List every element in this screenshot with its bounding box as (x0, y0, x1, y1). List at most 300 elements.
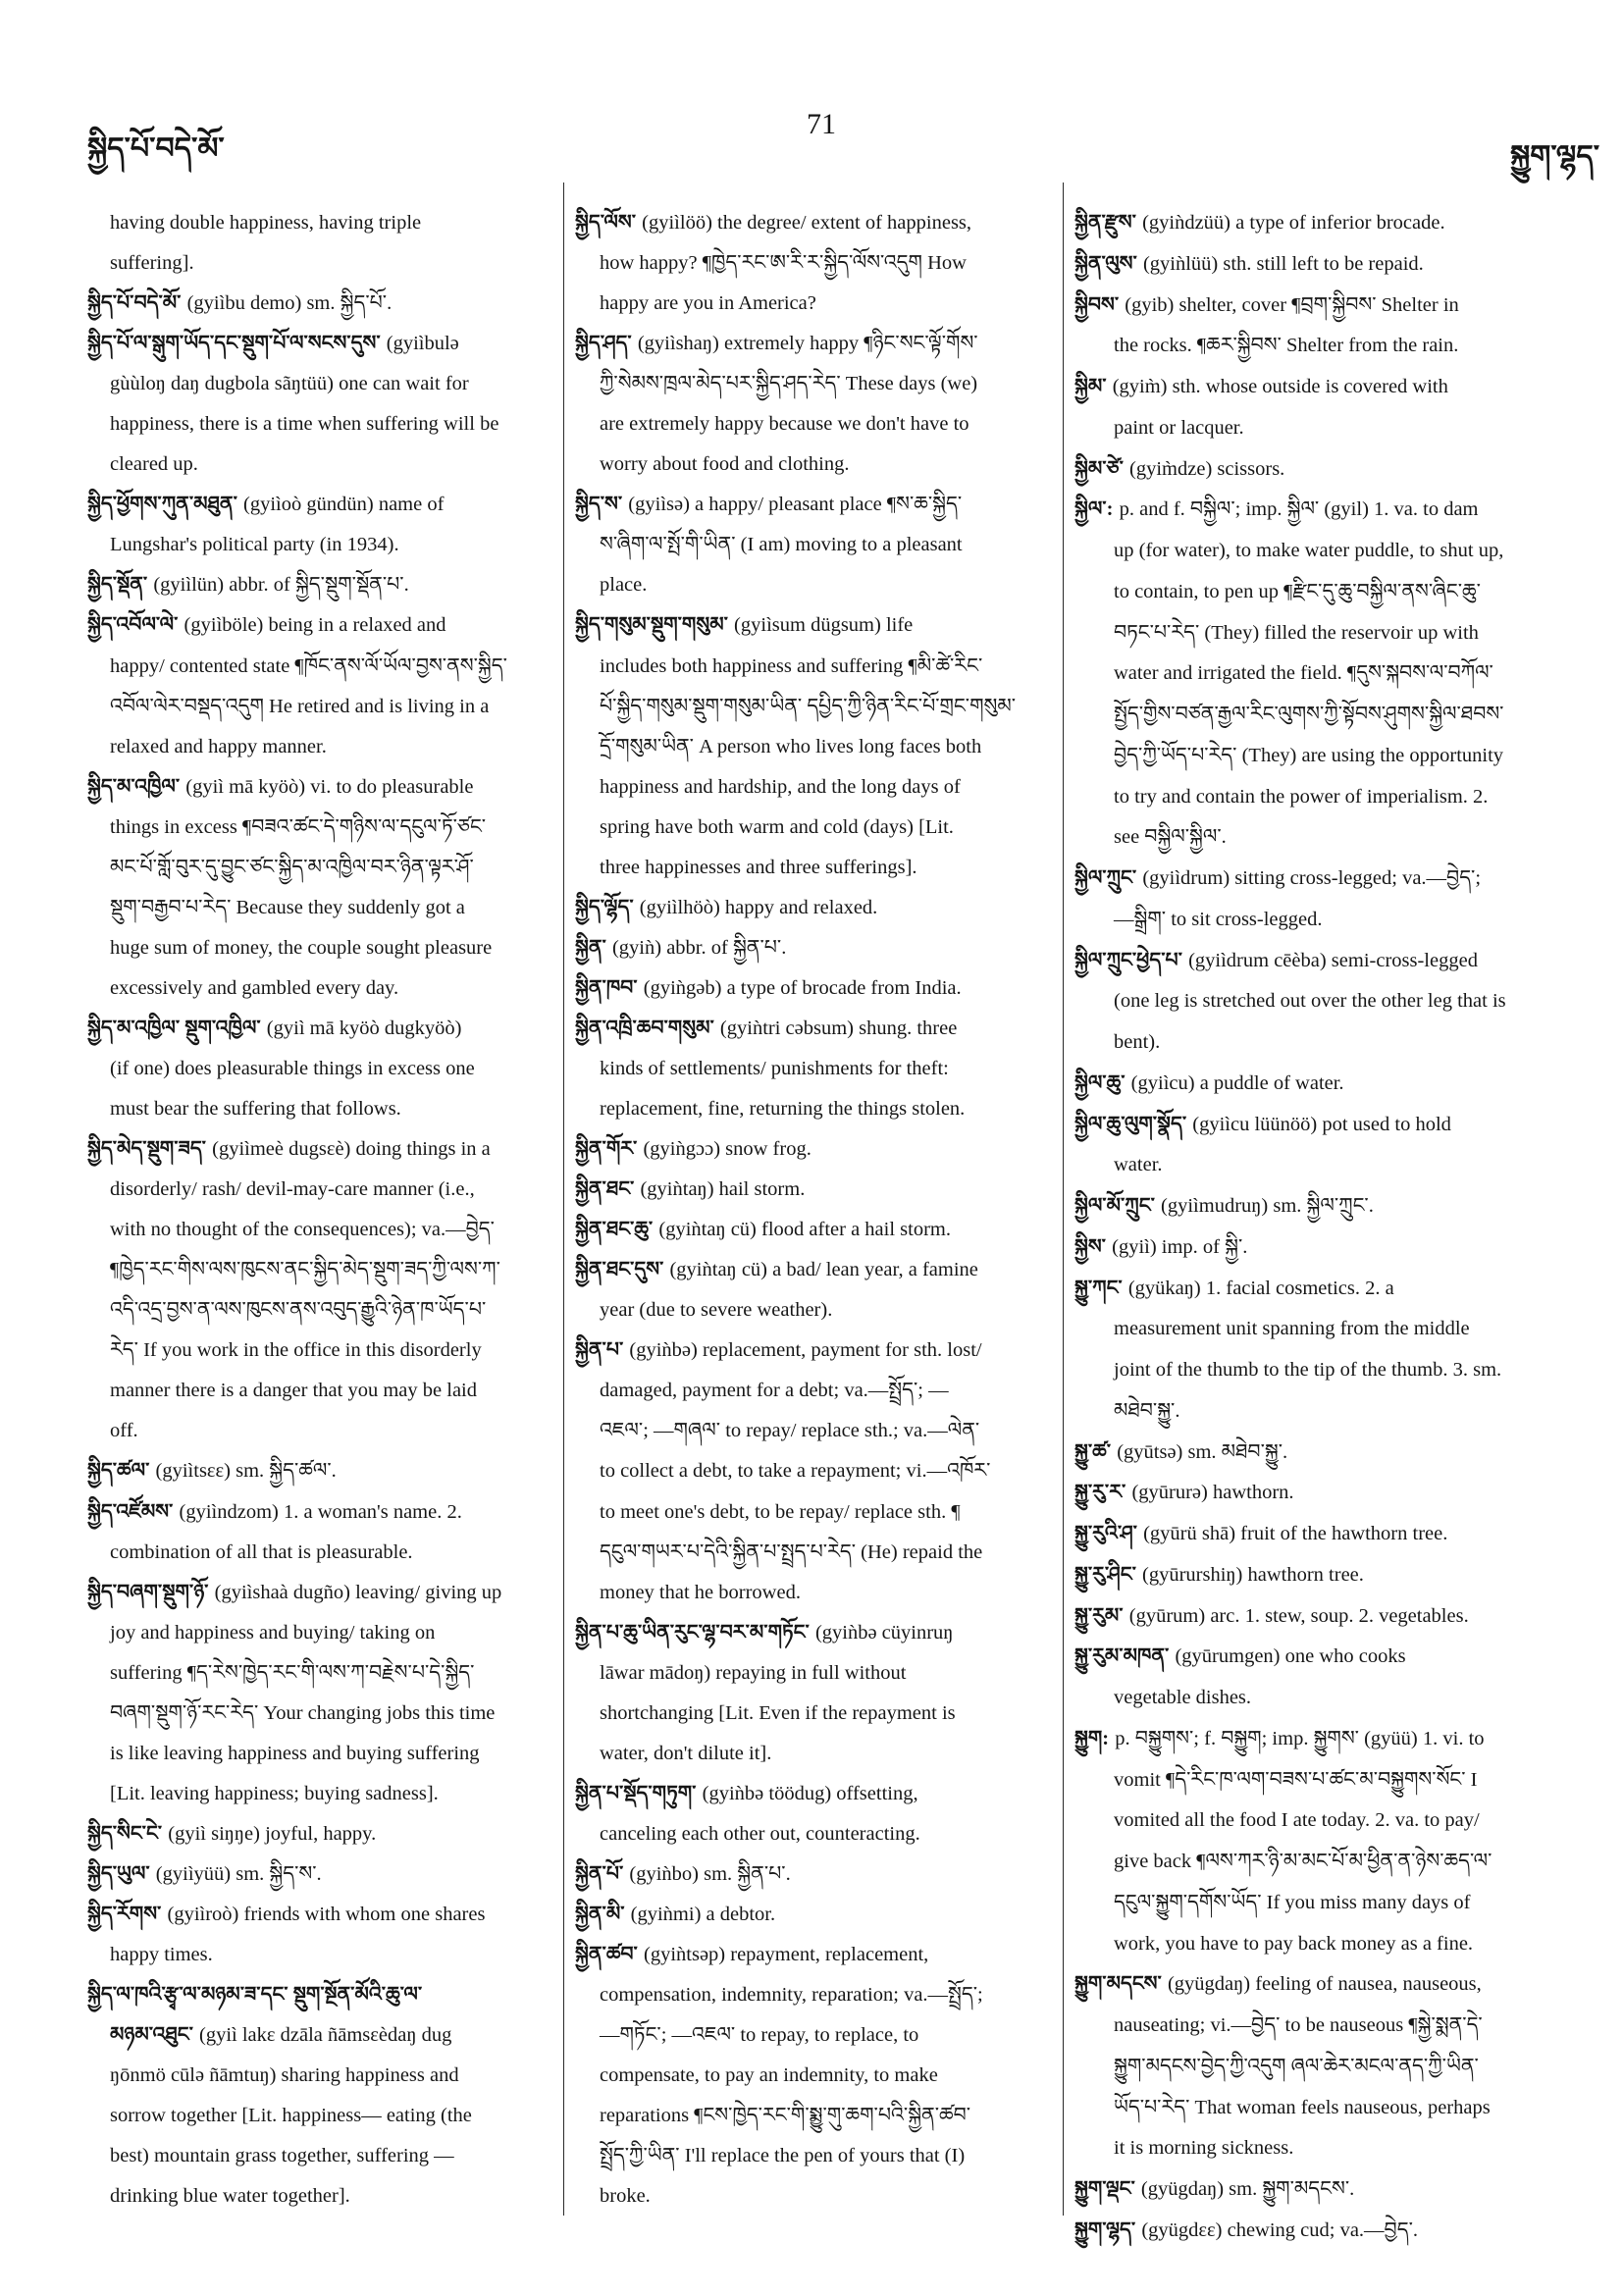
definition-text: p. བསྐྱུགས་; f. བསྐྱུག; imp. སྐྱུགས་ (gyüü) 1. vi. to (1115, 1727, 1485, 1749)
entry-line: compensation, indemnity, reparation; va.—སྤྲོད་; (600, 1984, 983, 2007)
entry-line: མཐེབ་སྐྱུ་. (1114, 1399, 1180, 1422)
headword: སྐྱིལ་ཀྲུང་ (1074, 867, 1137, 889)
entry-line: suffering]. (110, 252, 194, 275)
entry-line (1074, 2169, 1585, 2211)
entry-line: the rocks. ¶ཆར་སྐྱིབས་ Shelter from the rain. (1114, 335, 1459, 357)
definition-text: (gyiǹbə) replacement, payment for sth. lost/ (629, 1339, 982, 1362)
entry-line: sorrow together [Lit. happiness— eating (the (110, 2105, 472, 2127)
dictionary-entry (575, 203, 1054, 324)
dictionary-entry (87, 1814, 554, 1854)
entry-line: to meet one's debt, to be repay/ replace sth. ¶ (600, 1500, 961, 1523)
entry-line: —སྒྲིག་ to sit cross-legged. (1114, 908, 1323, 930)
entry-line: things in excess ¶བཟའ་ཚང་དེ་གཉིས་ལ་དངུལ་ཏོ་ཙང་ (110, 815, 487, 838)
entry-line: བཏང་པ་རེད་ (They) filled the reservoir up with (1114, 621, 1479, 644)
dictionary-entry (87, 605, 554, 766)
entry-line: manner there is a danger that you may be laid (110, 1380, 477, 1402)
entry-line: to collect a debt, to take a repayment; vi.—འཁོར་ (600, 1460, 991, 1483)
entry-line: water and irrigated the field. ¶དུས་སྐབས་ལ་བཀོལ་ (1114, 662, 1493, 685)
entry-line: excessively and gambled every day. (110, 976, 399, 999)
definition-text: (gyügdɛɛ) chewing cud; va.—བྱེད་. (1141, 2218, 1418, 2241)
definition-text: (gyiǹmi) a debtor. (630, 1903, 776, 1925)
headword: སྐྱིལ་: (1074, 498, 1114, 521)
entry-line: ŋōnmö cūlə ñāmtuŋ) sharing happiness and (110, 2064, 459, 2087)
definition-text: (gyiìlhöò) happy and relaxed. (639, 896, 878, 918)
entry-line: happiness, there is a time when suffering will be (110, 413, 499, 436)
entry-line (575, 605, 1054, 646)
headword: སྐྱིད་པོ་བདེ་མོ་ (87, 292, 182, 315)
entry-line: best) mountain grass together, suffering — (110, 2145, 454, 2167)
headword: སྐྱིད་འབོལ་ལེ་ (87, 614, 179, 637)
definition-text: (gyūrü shā) fruit of the hawthorn tree. (1143, 1523, 1448, 1544)
headword: སྐྱིལ་ཆུ་ལུག་སྣོད་ (1074, 1113, 1187, 1135)
entry-line (575, 1129, 1054, 1170)
definition-text: (gyiǹdzüü) a type of inferior brocade. (1142, 212, 1445, 234)
entry-line: canceling each other out, counteracting. (600, 1822, 920, 1845)
definition-text: (gyūrurshiŋ) hawthorn tree. (1142, 1563, 1364, 1586)
dictionary-entry (1074, 203, 1585, 244)
definition-text: (gyiǹgəb) a type of brocade from India. (643, 976, 962, 999)
dictionary-entry (87, 767, 554, 1009)
headword: སྐྱིན་ཐང་དུས་ (575, 1259, 664, 1281)
definition-text: (gyiìdrum cēèba) semi-cross-legged (1188, 949, 1478, 971)
headword: སྐྱིད་པོ་ལ་སྒུག་ཡོད་དང་སྡུག་པོ་ལ་སངས་དུས་ (87, 333, 381, 355)
headword: སྐྱིད་ལྷོད་ (575, 896, 634, 918)
entry-line: disorderly/ rash/ devil-may-care manner (i.e., (110, 1178, 475, 1201)
entry-line: ཀྱི་སེམས་ཁྲལ་མེད་པར་སྐྱིད་ཤད་རེད་ These days (we) (600, 373, 978, 395)
entry-line (1074, 1473, 1585, 1514)
dictionary-entry (87, 485, 554, 565)
dictionary-entry (1074, 1186, 1585, 1227)
headword: སྐྱུག: (1074, 1727, 1110, 1749)
definition-text: (gyiìböle) being in a relaxed and (183, 614, 446, 637)
headword: སྐྱུ་ཀང་ (1074, 1277, 1123, 1299)
entry-line: vegetable dishes. (1114, 1687, 1252, 1708)
headword: སྐྱིན་གོར་ (575, 1138, 638, 1161)
dictionary-entry (575, 324, 1054, 485)
entry-line: ¶ཁྱེད་རང་གིས་ལས་ཁུངས་ནང་སྐྱིད་མེད་སྡུག་ཟད་ཀྱི་ལས་ཀ་ (110, 1259, 500, 1281)
definition-text: (gyiǹlüü) sth. still left to be repaid. (1142, 252, 1424, 275)
dictionary-entry (87, 203, 554, 284)
headword: སྐྱིལ་མོ་ཀྲུང་ (1074, 1195, 1155, 1217)
entry-line: money that he borrowed. (600, 1581, 801, 1603)
entry-line (87, 1451, 554, 1491)
definition-text: (gyiìroò) friends with whom one shares (167, 1903, 486, 1925)
dictionary-entry (1074, 1105, 1585, 1187)
entry-line: work, you have to pay back money as a fine. (1114, 1932, 1474, 1955)
dictionary-column-2 (575, 203, 1054, 2273)
entry-line (575, 1331, 1054, 1371)
dictionary-entry (1074, 859, 1585, 941)
definition-text: (gyiǹtaŋ cü) flood after a hail storm. (658, 1219, 951, 1241)
definition-text: (gyiǹtaŋ cü) a bad/ lean year, a famine (669, 1259, 978, 1281)
entry-line: place. (600, 574, 648, 597)
definition-text: (gyiǹbə cüyinruŋ (814, 1621, 954, 1644)
dictionary-entry (87, 565, 554, 605)
dictionary-entry (87, 1854, 554, 1895)
entry-line (87, 1009, 554, 1049)
definition-text: (gyiìdrum) sitting cross-legged; va.—བྱེད་; (1142, 867, 1482, 889)
dictionary-entry (87, 1573, 554, 1814)
definition-text: (gyügdaŋ) feeling of nausea, nauseous, (1167, 1973, 1482, 1996)
dictionary-entry (87, 324, 554, 485)
definition-text: (gyiìoò gündün) name of (243, 494, 445, 516)
entry-line: ས་ཞིག་ལ་སྤོ་གི་ཡིན་ (I am) moving to a pleasant (600, 534, 963, 556)
headword: སྐྱིན་ཚབ་ (575, 1944, 638, 1966)
entry-line: སྤྱོད་གྱིས་བཙན་རྒྱལ་རིང་ལུགས་ཀྱི་སྟོབས་ཤུགས་སྐྱིལ་ཐབས་ (1114, 704, 1504, 725)
definition-text: (gyiǹgɔɔ) snow frog. (643, 1138, 812, 1161)
definition-text: p. and f. བསྐྱིལ་; imp. སྐྱིལ་ (gyil) 1. va. to dam (1119, 498, 1479, 521)
entry-line: བཞག་སྡུག་ཉོ་རང་རེད་ Your changing jobs this time (110, 1701, 496, 1724)
headword: སྐྱིད་སྡོན་ (87, 574, 148, 597)
entry-line: happy/ contented state ¶ཁོང་ནས་ལོ་ཡོལ་བྱས་ནས་སྐྱིད་ (110, 654, 507, 677)
definition-text: (gyiìsum dügsum) life (734, 614, 914, 637)
definition-text: (gyiìshaŋ) extremely happy ¶ཉིང་སང་ལྟོ་གོས་ (637, 333, 978, 355)
headword: སྐྱིད་མ་འཁྱིལ་ (87, 775, 181, 798)
entry-line: ཡོད་པ་རེད་ That woman feels nauseous, perhaps (1114, 2096, 1491, 2118)
dictionary-entry (87, 284, 554, 324)
page-number: 71 (807, 108, 836, 140)
definition-text: (gyiì lakɛ dzāla ñāmsɛèdaŋ dug (199, 2024, 452, 2047)
dictionary-entry (575, 1170, 1054, 1210)
entry-line (575, 1895, 1054, 1935)
entry-line (87, 605, 554, 646)
headword: སྐྱིན་པ་ (575, 1339, 624, 1362)
entry-line (87, 284, 554, 324)
entry-line: འཇལ་; —གཞལ་ to repay/ replace sth.; va.—ལེན་ (600, 1420, 980, 1442)
headword: སྐྱིན་ཐང་ (575, 1178, 635, 1201)
dictionary-entry (1074, 1514, 1585, 1555)
entry-line (87, 1814, 554, 1854)
column-divider (563, 183, 564, 2216)
entry-line (87, 565, 554, 605)
dictionary-entry (87, 1895, 554, 1975)
dictionary-entry (575, 888, 1054, 928)
entry-line: བྱེད་ཀྱི་ཡོད་པ་རེད་ (They) are using the opportunity (1114, 744, 1504, 766)
entry-line (87, 2015, 554, 2056)
entry-line: give back ¶ལས་ཀར་ཉི་མ་མང་པོ་མ་ཕྱིན་ན་ཉེས་ཆད་ལ་ (1114, 1851, 1492, 1872)
definition-text: (gyim̀) sth. whose outside is covered with (1112, 376, 1448, 397)
headword: སྐྱིད་ལོས་ (575, 212, 637, 234)
definition-text: (gyiì siŋŋe) joyful, happy. (168, 1822, 377, 1845)
definition-text: (gyiìlün) abbr. of སྐྱིད་སྡུག་སྡོན་པ་. (153, 574, 409, 597)
entry-line (1074, 1064, 1585, 1105)
entry-line: broke. (600, 2185, 651, 2208)
definition-text: (gyiǹbo) sm. སྐྱིན་པ་. (629, 1862, 791, 1885)
headword: སྐྱུག་ལྷད་ (1074, 2218, 1136, 2241)
entry-line: འབོལ་ལེར་བསྡད་འདུག He retired and is living in a (110, 695, 490, 717)
entry-line (575, 1009, 1054, 1049)
definition-text: (gyiìsə) a happy/ pleasant place ¶ས་ཆ་སྐྱིད་ (628, 494, 963, 516)
headword: སྐྱིད་འཛོམས་ (87, 1500, 174, 1523)
definition-text: (gyükaŋ) 1. facial cosmetics. 2. a (1127, 1277, 1394, 1299)
entry-line: measurement unit spanning from the middle (1114, 1318, 1470, 1340)
headword: སྐྱིམ་ (1074, 376, 1107, 397)
entry-line (1074, 1637, 1585, 1678)
entry-line: [Lit. leaving happiness; buying sadness]. (110, 1782, 439, 1804)
entry-line (1074, 1514, 1585, 1555)
headword: སྐྱིན་ཁབ་ (575, 976, 638, 999)
headword: སྐྱིད་རོགས་ (87, 1903, 162, 1925)
dictionary-entry (1074, 941, 1585, 1064)
running-head-right: སྐྱུག་ལྷད་ (1509, 140, 1599, 173)
dictionary-entry (1074, 1227, 1585, 1269)
entry-line (575, 324, 1054, 364)
entry-line: year (due to severe weather). (600, 1299, 833, 1322)
entry-line: is like leaving happiness and buying suffering (110, 1742, 480, 1764)
definition-text: (gyiìndzom) 1. a woman's name. 2. (179, 1500, 462, 1523)
headword: སྐྱིབས་ (1074, 293, 1120, 316)
entry-line: replacement, fine, returning the things stolen. (600, 1098, 966, 1121)
headword: སྐྱུག་ལྡང་ (1074, 2178, 1135, 2200)
definition-text: (gyib) shelter, cover ¶བྲག་སྐྱིབས་ Shelter in (1125, 293, 1459, 316)
headword: སྐྱུག་མདངས་ (1074, 1973, 1162, 1996)
entry-line: with no thought of the consequences); va.—བྱེད་ (110, 1219, 495, 1241)
entry-line: worry about food and clothing. (600, 453, 850, 476)
definition-text: (gyügdaŋ) sm. སྐྱུག་མདངས་. (1140, 2178, 1355, 2200)
entry-line (1074, 203, 1585, 244)
headword: སྐྱིན་པ་ཆུ་ཡིན་རུང་ལྷ་བར་མ་གཏོང་ (575, 1621, 810, 1644)
entry-line (1074, 2211, 1585, 2252)
headword: སྐྱིན་ (575, 936, 606, 959)
dictionary-entry (1074, 1269, 1585, 1433)
headword: མཉམ་འཐུང་ (110, 2024, 193, 2047)
entry-line (575, 1250, 1054, 1290)
entry-line: དངུལ་སྐྱུག་དགོས་ཡོད་ If you miss many days of (1114, 1891, 1471, 1913)
entry-line: relaxed and happy manner. (110, 735, 327, 757)
entry-line: འདི་འདྲ་བྱས་ན་ལས་ཁུངས་ནས་འབུད་རྒྱུའི་ཉེན་ཁ་ཡོད་པ་ (110, 1299, 487, 1322)
entry-line: are extremely happy because we don't have to (600, 413, 969, 436)
entry-line: bent). (1114, 1031, 1161, 1053)
definition-text: (gyiìshaà dugño) leaving/ giving up (214, 1581, 502, 1603)
entry-line (575, 928, 1054, 968)
definition-text: (gyūrurə) hawthorn. (1131, 1482, 1294, 1504)
headword: སྐྱིལ་ཀྲུང་ཕྱེད་པ་ (1074, 949, 1182, 971)
definition-text: (gyūtsə) sm. མཐེབ་སྐྱུ་. (1117, 1440, 1288, 1463)
dictionary-entry (1074, 2211, 1585, 2252)
dictionary-entry (575, 928, 1054, 968)
entry-line (87, 1573, 554, 1613)
definition-text: (gyiìcu) a puddle of water. (1130, 1071, 1344, 1094)
entry-line (1074, 1186, 1585, 1227)
dictionary-entry (575, 968, 1054, 1009)
dictionary-entry (1074, 1964, 1585, 2169)
entry-line: happy times. (110, 1944, 213, 1966)
headword: སྐྱིད་ས་ (575, 494, 623, 516)
entry-line (575, 968, 1054, 1009)
entry-line (1074, 1964, 1585, 2006)
entry-line: མང་པོ་གློ་བུར་དུ་བྱུང་ཙང་སྐྱིད་མ་འཁྱིལ་བར་ཉིན་ལྟར་ཤོ་ (110, 856, 474, 878)
dictionary-entry (575, 1613, 1054, 1774)
entry-line: reparations ¶ངས་ཁྱེད་རང་གི་སྨྱུ་གུ་ཆག་པའི་སྐྱིན་ཚབ་ (600, 2105, 971, 2127)
entry-line: joint of the thumb to the tip of the thumb. 3. sm. (1114, 1359, 1502, 1381)
entry-line (1074, 490, 1585, 531)
entry-line: སྤྲོད་ཀྱི་ཡིན་ I'll replace the pen of yours that (I) (600, 2145, 966, 2167)
dictionary-column-1 (87, 203, 554, 2273)
entry-line (87, 1895, 554, 1935)
definition-text: (gyiìbu demo) sm. སྐྱིད་པོ་. (186, 292, 393, 315)
entry-line: water. (1114, 1154, 1163, 1176)
entry-line: kinds of settlements/ punishments for theft: (600, 1057, 949, 1079)
entry-line: པོ་སྐྱིད་གསུམ་སྡུག་གསུམ་ཡིན་ དཔྱིད་ཀྱི་ཉིན་རིང་པོ་གྲང་གསུམ་ (600, 695, 1017, 717)
definition-text: (gyiìcu lüünöö) pot used to hold (1192, 1113, 1451, 1135)
entry-line (87, 1492, 554, 1533)
entry-line: includes both happiness and suffering ¶མི་ཚེ་རིང་ (600, 654, 983, 677)
entry-line (1074, 1269, 1585, 1310)
dictionary-entry (87, 1129, 554, 1451)
headword: སྐྱིད་ཤད་ (575, 333, 632, 355)
dictionary-entry (575, 1774, 1054, 1854)
dictionary-entry (1074, 1637, 1585, 1719)
entry-line (1074, 244, 1585, 286)
headword: སྐྱུ་རུའི་ཤ་ (1074, 1523, 1137, 1544)
entry-line: རེད་ If you work in the office in this disorderly (110, 1339, 482, 1362)
definition-text: (gyiì mā kyöò) vi. to do pleasurable (185, 775, 474, 798)
definition-text: (gyiǹbə töödug) offsetting, (702, 1782, 918, 1804)
entry-line: up (for water), to make water puddle, to shut up, (1114, 540, 1504, 561)
entry-line (87, 485, 554, 525)
entry-line (575, 485, 1054, 525)
definition-text: (gyiìtsɛɛ) sm. སྐྱིད་ཚལ་. (155, 1460, 337, 1483)
dictionary-entry (575, 605, 1054, 887)
entry-line (1074, 286, 1585, 327)
entry-line (1074, 1433, 1585, 1474)
headword: སྐྱིན་རྫུས་ (1074, 212, 1136, 234)
entry-line: nauseating; vi.—བྱེད་ to be nauseous ¶སྐྱེ་སྨན་དེ་ (1114, 2014, 1483, 2036)
dictionary-entry (1074, 286, 1585, 368)
entry-line: see བསྐྱིལ་སྐྱིལ་. (1114, 826, 1227, 849)
entry-line: damaged, payment for a debt; va.—སྤྲོད་; — (600, 1380, 949, 1402)
dictionary-entry (575, 1895, 1054, 1935)
entry-line: lāwar mādoŋ) repaying in full without (600, 1661, 907, 1684)
dictionary-entry (1074, 1555, 1585, 1596)
entry-line: suffering ¶ད་རེས་ཁྱེད་རང་གི་ལས་ཀ་བརྗེས་པ་དེ་སྐྱིད་ (110, 1661, 475, 1684)
definition-text: (gyiì) imp. of སྐྱི་. (1112, 1235, 1248, 1258)
dictionary-entry (87, 1492, 554, 1573)
entry-line: (if one) does pleasurable things in excess one (110, 1057, 475, 1079)
entry-line (1074, 1596, 1585, 1638)
dictionary-entry (1074, 1596, 1585, 1638)
entry-line: སྐྱུག་མདངས་བྱེད་ཀྱི་འདུག ཞལ་ཆེར་མངལ་ནད་ཀྱི་ཡིན་ (1114, 2055, 1479, 2077)
entry-line (575, 1854, 1054, 1895)
entry-line: off. (110, 1420, 138, 1442)
entry-line (1074, 859, 1585, 900)
entry-line: —གཏོང་; —འཇལ་ to repay, to replace, to (600, 2024, 919, 2047)
entry-line: drinking blue water together]. (110, 2185, 350, 2208)
definition-text: (gyiǹ) abbr. of སྐྱིན་པ་. (611, 936, 787, 959)
entry-line: spring have both warm and cold (days) [Lit. (600, 815, 954, 838)
headword: སྐྱིམ་ཙེ་ (1074, 457, 1124, 480)
entry-line (575, 1774, 1054, 1814)
entry-line: it is morning sickness. (1114, 2137, 1294, 2160)
definition-text: (gyiìyüü) sm. སྐྱིད་ས་. (155, 1862, 322, 1885)
dictionary-entry (575, 1250, 1054, 1331)
definition-text: (gyiìbulə (386, 333, 459, 355)
dictionary-entry (1074, 1719, 1585, 1965)
definition-text: (gyiì mā kyöò dugkyöò) (266, 1017, 462, 1039)
dictionary-entry (575, 485, 1054, 605)
dictionary-entry (87, 1009, 554, 1129)
headword: སྐྱིན་ལུས་ (1074, 252, 1137, 275)
headword: སྐྱིད་སིང་ངེ་ (87, 1822, 163, 1845)
headword: སྐྱིད་མ་འཁྱིལ་ སྡུག་འཁྱིལ་ (87, 1017, 261, 1039)
dictionary-entry (575, 1935, 1054, 2217)
entry-line: Lungshar's political party (in 1934). (110, 534, 399, 556)
definition-text: (gyūrum) arc. 1. stew, soup. 2. vegetables. (1128, 1604, 1469, 1627)
definition-text: (gyiìlöö) the degree/ extent of happiness, (642, 212, 972, 234)
entry-line: must bear the suffering that follows. (110, 1098, 401, 1121)
headword: སྐྱིད་ཚལ་ (87, 1460, 150, 1483)
headword: སྐྱིན་མི་ (575, 1903, 625, 1925)
column-divider (1063, 183, 1064, 2216)
dictionary-entry (1074, 1473, 1585, 1514)
entry-line (87, 767, 554, 808)
definition-text: (gyim̀dze) scissors. (1129, 457, 1285, 480)
entry-line (1074, 449, 1585, 491)
entry-line (1074, 1105, 1585, 1146)
dictionary-entry (1074, 449, 1585, 491)
dictionary-entry (87, 1975, 554, 2217)
entry-line: having double happiness, having triple (110, 212, 422, 234)
entry-line: compensate, to pay an indemnity, to make (600, 2064, 938, 2087)
entry-line (1074, 1555, 1585, 1596)
headword: སྐྱིན་པ་སྡོད་གཏུག་ (575, 1782, 697, 1804)
entry-line (87, 1129, 554, 1170)
entry-line: happy are you in America? (600, 292, 816, 315)
entry-line: (one leg is stretched out over the other leg that is (1114, 990, 1506, 1013)
headword: སྐྱུ་རུ་ཤིང་ (1074, 1563, 1136, 1586)
headword: སྐྱིན་པོ་ (575, 1862, 624, 1885)
headword: སྐྱུ་རུམ་ (1074, 1604, 1124, 1627)
entry-line (1074, 1227, 1585, 1269)
dictionary-entry (1074, 1433, 1585, 1474)
definition-text: (gyiǹtri cəbsum) shung. three (719, 1017, 958, 1039)
headword: སྐྱིས་ (1074, 1235, 1106, 1258)
entry-line (575, 1613, 1054, 1653)
entry-line (87, 324, 554, 364)
definition-text: (gyiǹtaŋ) hail storm. (640, 1178, 806, 1201)
entry-line: gùùloŋ daŋ dugbola sãŋtüü) one can wait for (110, 373, 469, 395)
headword: སྐྱིད་ཡུལ་ (87, 1862, 150, 1885)
dictionary-entry (1074, 1064, 1585, 1105)
dictionary-entry (1074, 367, 1585, 449)
entry-line: three happinesses and three sufferings]. (600, 856, 917, 878)
dictionary-entry (1074, 244, 1585, 286)
headword: སྐྱིན་ཐང་ཆུ་ (575, 1219, 654, 1241)
headword: སྐྱིད་ཕྱོགས་ཀུན་མཐུན་ (87, 494, 237, 516)
running-head-left: སྐྱིད་པོ་བདེ་མོ་ (87, 132, 225, 165)
entry-line (575, 203, 1054, 243)
headword: སྐྱུ་རུ་ར་ (1074, 1482, 1126, 1504)
definition-text: (gyūrumgen) one who cooks (1175, 1645, 1406, 1668)
dictionary-entry (1074, 2169, 1585, 2211)
entry-line: combination of all that is pleasurable. (110, 1540, 413, 1563)
entry-line: joy and happiness and buying/ taking on (110, 1621, 436, 1644)
headword: སྐྱིད་གསུམ་སྡུག་གསུམ་ (575, 614, 728, 637)
entry-line: shortchanging [Lit. Even if the repayment is (600, 1701, 956, 1724)
definition-text: (gyiìmeè dugsɛè) doing things in a (212, 1138, 491, 1161)
dictionary-entry (575, 1331, 1054, 1612)
entry-line (575, 1210, 1054, 1250)
headword: སྐྱིད་མེད་སྡུག་ཟད་ (87, 1138, 206, 1161)
entry-line: དྲོ་གསུམ་ཡིན་ A person who lives long faces both (600, 735, 982, 757)
entry-line (575, 1170, 1054, 1210)
headword: སྐྱིན་འཁྲི་ཆབ་གསུམ་ (575, 1017, 714, 1039)
dictionary-entry (575, 1009, 1054, 1129)
dictionary-entry (575, 1210, 1054, 1250)
entry-line (1074, 1719, 1585, 1760)
entry-line: to try and contain the power of imperialism. 2. (1114, 785, 1489, 808)
dictionary-entry (575, 1129, 1054, 1170)
